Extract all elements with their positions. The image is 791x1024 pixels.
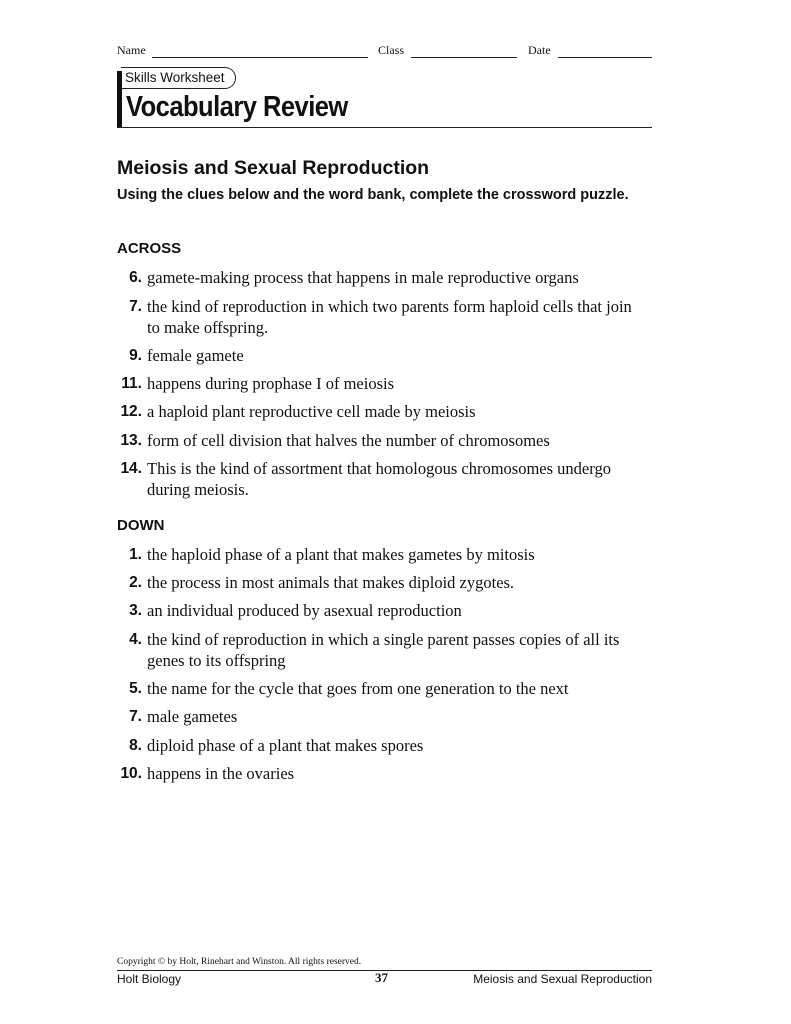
clue-text: an individual produced by asexual reproduction	[147, 601, 462, 620]
clue-number: 13.	[120, 432, 142, 449]
student-info-header	[117, 43, 652, 61]
clue-number: 6.	[129, 269, 142, 286]
clue-number: 12.	[120, 403, 142, 420]
date-field[interactable]	[558, 57, 652, 58]
clue-text: the kind of reproduction in which two parents form haploid cells that join to make offspring.	[147, 297, 632, 337]
class-field[interactable]	[411, 57, 517, 58]
page-number: 37	[375, 970, 388, 985]
clue-number: 7.	[129, 708, 142, 725]
clue-number: 10.	[120, 765, 142, 782]
clue-number: 7.	[129, 298, 142, 315]
clue-text: the haploid phase of a plant that makes gametes by mitosis	[147, 545, 535, 564]
footer-chapter-title: Meiosis and Sexual Reproduction	[473, 972, 652, 986]
instructions: Using the clues below and the word bank, complete the crossword puzzle.	[117, 187, 629, 203]
name-label: Name	[117, 43, 146, 57]
clue-number: 9.	[129, 347, 142, 364]
clue-number: 11.	[121, 375, 142, 392]
clue-number: 4.	[129, 631, 142, 648]
skills-worksheet-tab: Skills Worksheet	[121, 67, 236, 89]
clue-text: This is the kind of assortment that homologous chromosomes undergo during meiosis.	[147, 459, 611, 499]
clue-number: 2.	[129, 574, 142, 591]
clue-number: 5.	[129, 680, 142, 697]
title-divider	[117, 127, 652, 128]
clue-text: female gamete	[147, 346, 244, 365]
section-subtitle: Meiosis and Sexual Reproduction	[117, 157, 430, 179]
class-label: Class	[378, 43, 405, 57]
date-label: Date	[528, 43, 551, 57]
clue-number: 14.	[120, 460, 142, 477]
copyright-notice: Copyright © by Holt, Rinehart and Winston. All rights reserved.	[117, 957, 362, 967]
clue-text: the kind of reproduction in which a single parent passes copies of all its genes to its offspring	[147, 630, 620, 670]
clue-text: form of cell division that halves the number of chromosomes	[147, 431, 550, 450]
page-title: Vocabulary Review	[126, 91, 348, 123]
clue-number: 1.	[129, 546, 142, 563]
clue-number: 8.	[129, 737, 142, 754]
clue-text: gamete-making process that happens in male reproductive organs	[147, 268, 579, 287]
clue-text: the name for the cycle that goes from one generation to the next	[147, 679, 569, 698]
clue-text: happens during prophase I of meiosis	[147, 374, 394, 393]
clue-text: diploid phase of a plant that makes spores	[147, 736, 424, 755]
across-heading: ACROSS	[117, 240, 182, 257]
clue-text: happens in the ovaries	[147, 764, 295, 783]
clue-text: a haploid plant reproductive cell made by meiosis	[147, 402, 476, 421]
clue-number: 3.	[129, 602, 142, 619]
clue-text: the process in most animals that makes diploid zygotes.	[147, 573, 515, 592]
down-heading: DOWN	[117, 517, 165, 534]
name-field[interactable]	[152, 57, 368, 58]
clue-text: male gametes	[147, 707, 238, 726]
footer-book-title: Holt Biology	[117, 972, 182, 986]
